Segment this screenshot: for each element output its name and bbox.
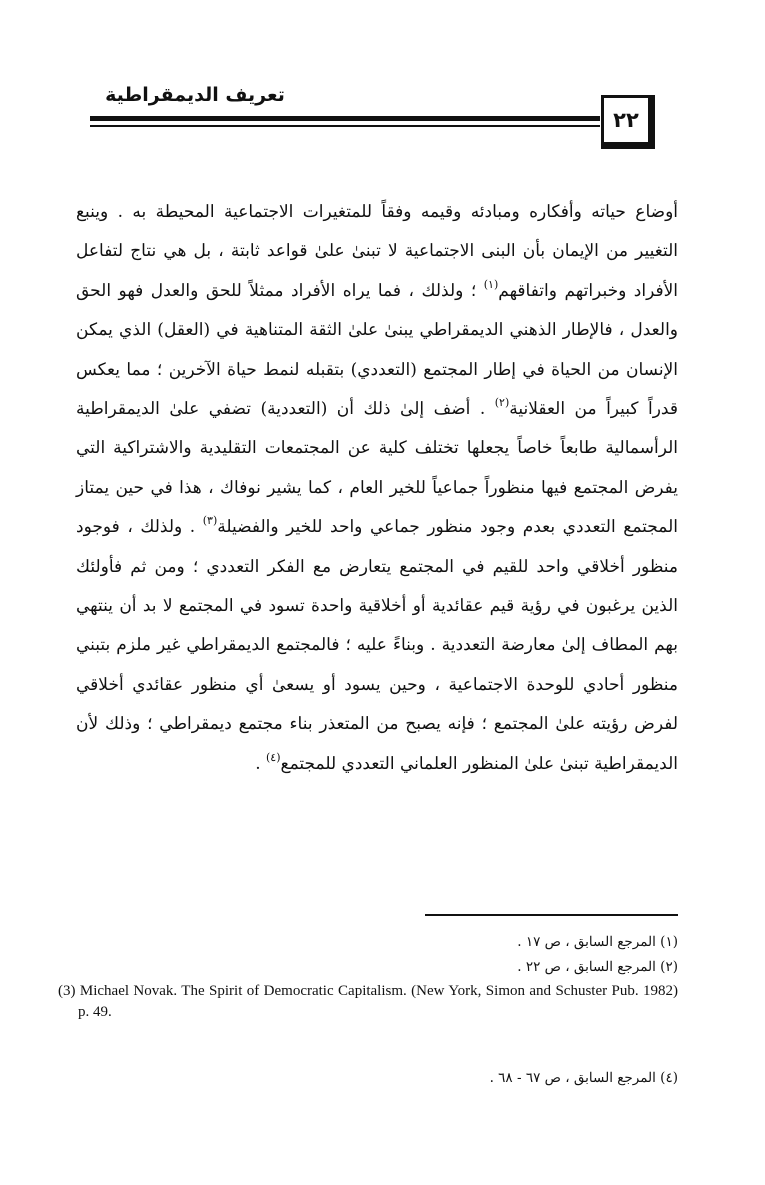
footnote-marker: (٣) bbox=[202, 514, 218, 528]
footnote-separator bbox=[425, 914, 678, 916]
text-segment: . bbox=[255, 753, 266, 774]
page-number-box: ٢٢ bbox=[601, 95, 655, 149]
body-text bbox=[76, 193, 678, 784]
footnote-marker: (١) bbox=[483, 277, 499, 291]
text-segment: . أضف إلىٰ ذلك أن (التعددية) تضفي علىٰ الديمقراطية الرأسمالية طابعاً خاصاً يجعلها تختلف كلية عن المجتمعات التقليدية والاشتراكية التي يفرض المجتمع فيها منظوراً جماعياً للخير العام ، كما يشير نوفاك ، هذا في حين يمتاز المجتمع التعددي بعدم وجود منظور جماعي واحد للخير والفضيلة bbox=[76, 399, 678, 538]
footnotes bbox=[58, 930, 678, 1023]
footnote-1: (١) المرجع السابق ، ص ١٧ . bbox=[517, 934, 678, 950]
text-segment: ؛ ولذلك ، فما يراه الأفراد ممثلاً للحق والعدل فهو الحق والعدل ، فالإطار الذهني الديمقراطي يبنىٰ علىٰ الثقة المتناهية في (العقل) الذي يمكن الإنسان من الحياة في إطار المجتمع (التعددي) بتقبله لنمط حياة الآخرين ؛ مما يعكس قدراً كبيراً من العقلانية bbox=[76, 280, 678, 420]
footnote-3: (3) Michael Novak. The Spirit of Democratic Capitalism. (New York, Simon and Schuster Pub. 1982) p. 49. bbox=[58, 983, 678, 1020]
header-rule-thin bbox=[90, 125, 600, 127]
footnote-4: (٤) المرجع السابق ، ص ٦٧ - ٦٨ . bbox=[489, 1070, 678, 1086]
paragraph bbox=[76, 193, 678, 784]
header-title: تعريف الديمقراطية bbox=[105, 84, 285, 106]
header-rule-thick bbox=[90, 116, 600, 121]
text-segment: . ولذلك ، فوجود منظور أخلاقي واحد للقيم في المجتمع يتعارض مع الفكر التعددي ؛ ومن ثم فأولئك الذين يرغبون في رؤية قيم عقائدية أو أخلاقية واحدة تسود في المجتمع لا بد أن ينتهي بهم المطاف إلىٰ معارضة التعددية . وبناءً عليه ؛ فالمجتمع الديمقراطي غير ملزم بتبني منظور أحادي للوحدة الاجتماعية ، وحين يسود أو يسعىٰ أي منظور عقائدي أخلاقي لفرض رؤيته علىٰ المجتمع ؛ فإنه يصبح من المتعذر بناء مجتمع ديمقراطي ؛ وذلك لأن الديمقراطية تبنىٰ علىٰ المنظور العلماني التعددي للمجتمع bbox=[76, 517, 678, 774]
footnote-marker: (٢) bbox=[494, 396, 510, 410]
text-segment: أوضاع حياته وأفكاره ومبادئه وقيمه وفقاً للمتغيرات الاجتماعية المحيطة به . وينبع التغيير من الإيمان بأن البنى الاجتماعية لا تبنىٰ علىٰ قواعد ثابتة ، بل هي نتاج لتفاعل الأفراد وخبراتهم واتفاقهم bbox=[76, 202, 678, 301]
footnote-marker: (٤) bbox=[266, 750, 281, 764]
footnote-2: (٢) المرجع السابق ، ص ٢٢ . bbox=[517, 959, 678, 975]
